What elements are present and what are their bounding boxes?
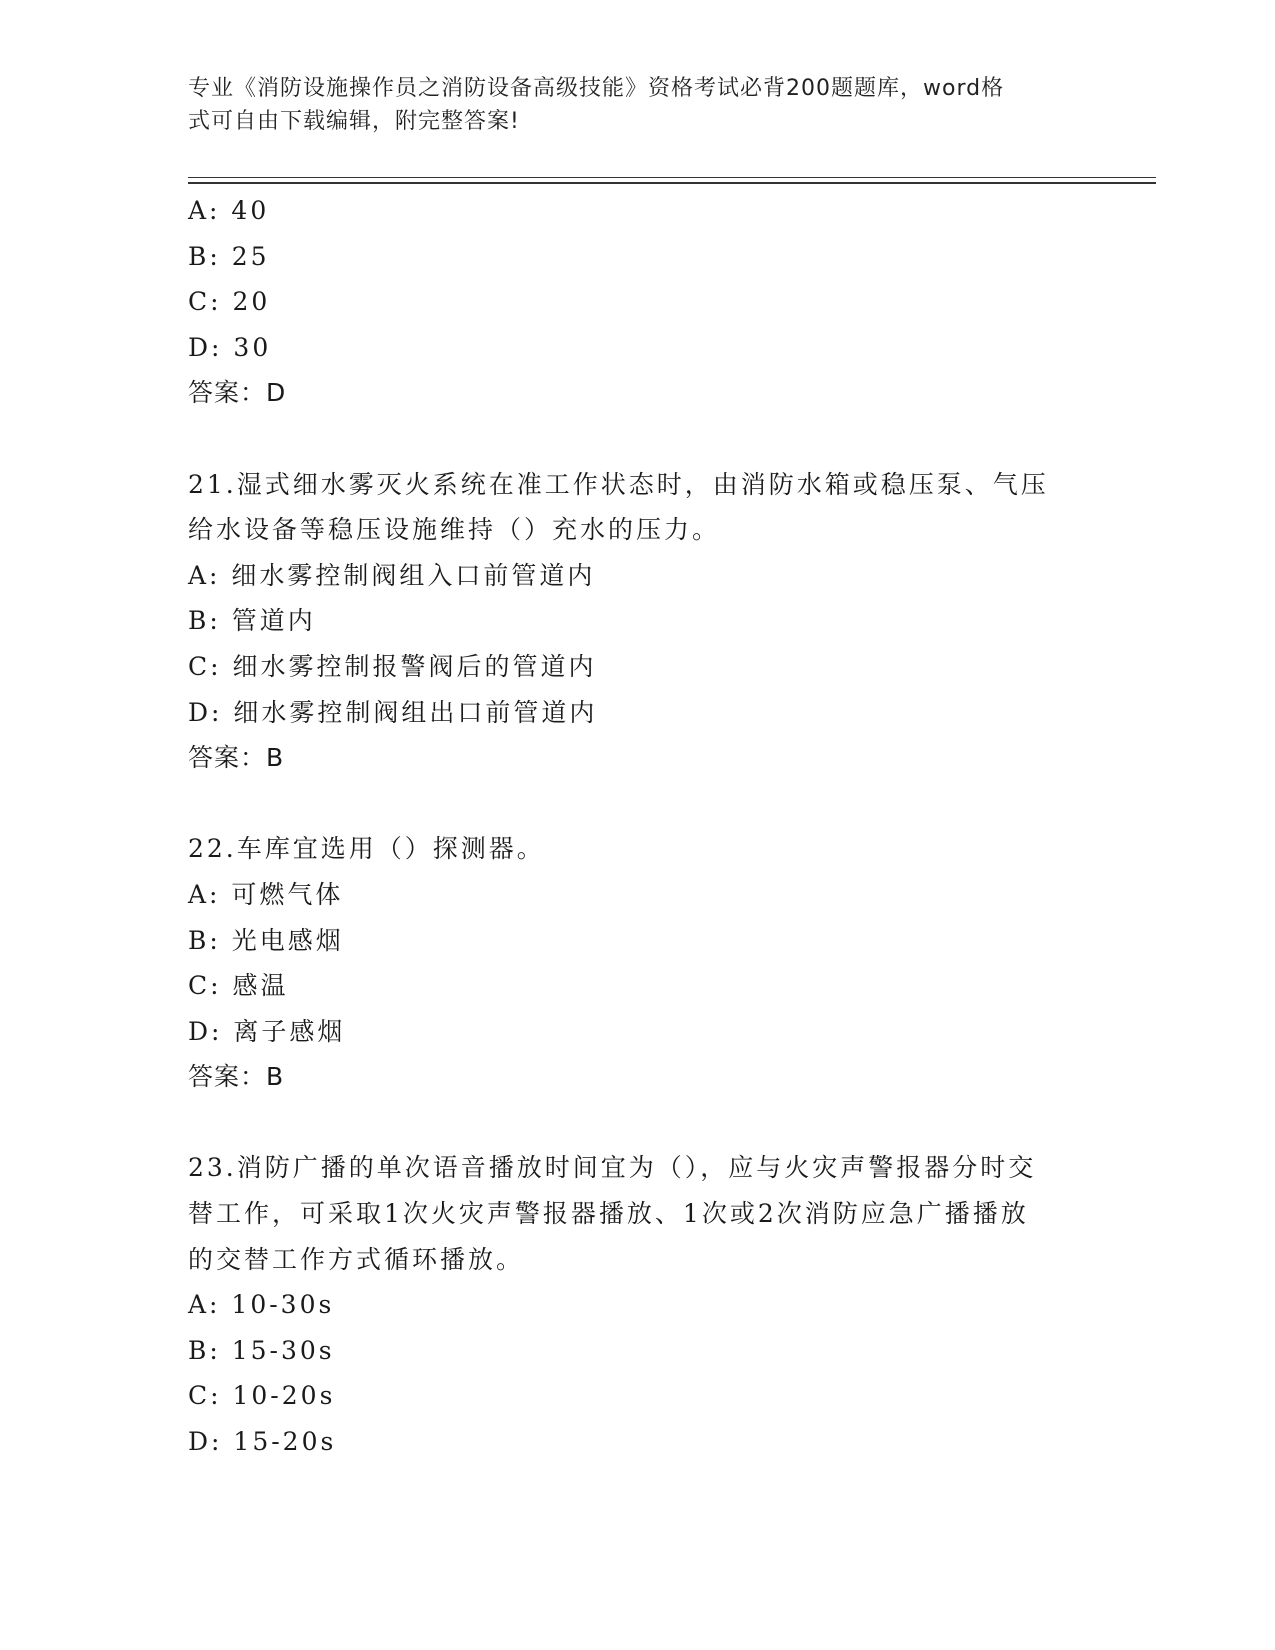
question-stem-line: 给水设备等稳压设施维持（）充水的压力。 [188, 515, 721, 545]
answer: 答案：B [188, 1062, 285, 1092]
option-b: B: 25 [188, 241, 270, 271]
answer: 答案：D [188, 378, 287, 408]
header-line-1: 专业《消防设施操作员之消防设备高级技能》资格考试必背200题题库，word格 [188, 76, 1005, 101]
option-a: A: 可燃气体 [188, 879, 344, 909]
question-block-previous [188, 188, 1088, 416]
question-stem-line: 替工作，可采取1次火灾声警报器播放、1次或2次消防应急广播播放 [188, 1199, 1029, 1229]
option-b: B: 15-30s [188, 1335, 335, 1365]
header-line-2: 式可自由下载编辑，附完整答案! [188, 109, 520, 134]
option-c: C: 10-20s [188, 1381, 336, 1411]
option-d: D: 30 [188, 332, 272, 362]
option-c: C: 细水雾控制报警阀后的管道内 [188, 651, 597, 681]
answer: 答案：B [188, 743, 285, 773]
document-header [188, 72, 1068, 138]
question-stem-line: 23.消防广播的单次语音播放时间宜为（），应与火灾声警报器分时交 [188, 1153, 1037, 1183]
header-divider-thin [188, 177, 1156, 178]
header-divider-thick [188, 182, 1156, 184]
question-stem-line: 22.车库宜选用（）探测器。 [188, 834, 545, 864]
option-a: A: 细水雾控制阀组入口前管道内 [188, 560, 596, 590]
option-a: A: 10-30s [188, 1290, 335, 1320]
question-block-23 [188, 1145, 1088, 1464]
question-block-21 [188, 462, 1088, 781]
spacer [188, 1100, 1088, 1146]
option-b: B: 光电感烟 [188, 925, 344, 955]
option-b: B: 管道内 [188, 606, 316, 636]
question-list [188, 188, 1088, 1465]
spacer [188, 416, 1088, 462]
option-a: A: 40 [188, 196, 270, 225]
question-stem-line: 的交替工作方式循环播放。 [188, 1244, 525, 1274]
option-c: C: 20 [188, 287, 271, 317]
question-block-22 [188, 826, 1088, 1100]
question-stem-line: 21.湿式细水雾灭火系统在准工作状态时，由消防水箱或稳压泵、气压 [188, 469, 1049, 499]
option-d: D: 细水雾控制阀组出口前管道内 [188, 697, 598, 727]
spacer [188, 781, 1088, 827]
option-d: D: 15-20s [188, 1427, 337, 1457]
option-c: C: 感温 [188, 971, 289, 1001]
option-d: D: 离子感烟 [188, 1016, 346, 1046]
